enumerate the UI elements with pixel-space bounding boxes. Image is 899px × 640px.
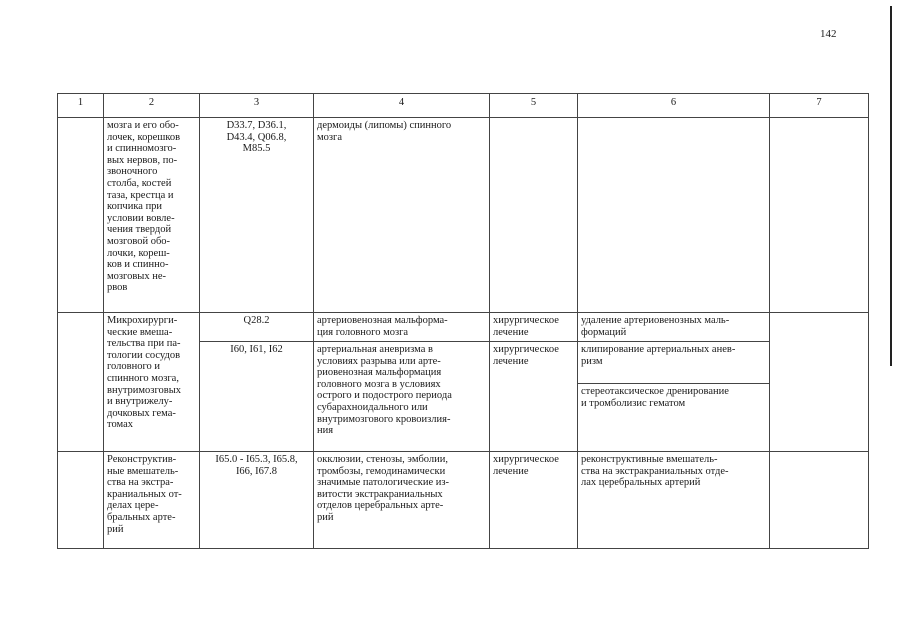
cell-text-line: D43.4, Q06.8, xyxy=(226,131,287,143)
cell-text-line: ства на экстракраниальных отде- xyxy=(581,465,729,477)
cell-text-line: лочек, корешков xyxy=(107,131,181,143)
cell-text-line: и внутрижелу- xyxy=(107,396,173,408)
cell-text-line: хирургическое xyxy=(493,315,559,326)
cell-text-line: Q28.2 xyxy=(243,315,270,326)
column-number-row xyxy=(58,94,869,118)
cell-icd-codes xyxy=(200,313,314,342)
table-row-avm xyxy=(58,313,869,342)
cell-text-line: Микрохирурги- xyxy=(107,315,178,326)
cell-empty xyxy=(770,313,869,452)
cell-text-line: спинного мозга, xyxy=(107,372,179,384)
cell-text-line: хирургическое xyxy=(493,454,559,465)
cell-text-line: условиях разрыва или арте- xyxy=(317,355,441,367)
column-header-1: 1 xyxy=(58,94,104,118)
cell-empty xyxy=(58,118,104,313)
cell-text-line: головного и xyxy=(107,361,161,373)
cell-text-line: ков и спинно- xyxy=(107,259,169,271)
cell-text-line: субарахноидального или xyxy=(317,401,428,413)
cell-text-line: вых нервов, по- xyxy=(107,154,178,166)
cell-text-line: столба, костей xyxy=(107,177,172,189)
cell-text-line: окклюзии, стенозы, эмболии, xyxy=(317,454,449,465)
page-edge-rule xyxy=(890,6,892,366)
cell-intervention-group xyxy=(104,452,200,549)
cell-text-line: ства на экстра- xyxy=(107,477,174,489)
cell-diagnosis xyxy=(314,342,490,452)
cell-text-line: головного мозга в условиях xyxy=(317,378,441,390)
cell-text-line: формаций xyxy=(581,326,627,338)
cell-text-line: внутримозговых xyxy=(107,384,182,396)
cell-treatment-type xyxy=(490,342,578,452)
cell-intervention-group xyxy=(104,313,200,452)
cell-text-line: лочки, кореш- xyxy=(107,247,170,259)
cell-empty xyxy=(578,118,770,313)
cell-empty xyxy=(58,313,104,452)
cell-diagnosis xyxy=(314,313,490,342)
cell-text-line: мозговой обо- xyxy=(107,235,171,247)
column-header-2: 2 xyxy=(104,94,200,118)
cell-method xyxy=(578,342,770,384)
table-row-reconstructive xyxy=(58,452,869,549)
cell-text-line: условии вовле- xyxy=(107,212,175,224)
cell-text-line: таза, крестца и xyxy=(107,189,174,201)
table-row-continuation xyxy=(58,118,869,313)
cell-text-line: тельства при па- xyxy=(107,338,181,350)
cell-method xyxy=(578,384,770,452)
cell-text-line: томах xyxy=(107,419,133,431)
cell-text-line: мозга и его обо- xyxy=(107,120,179,131)
cell-diagnosis xyxy=(314,118,490,313)
cell-text-line: звоночного xyxy=(107,166,158,178)
cell-text-line: M85.5 xyxy=(242,143,271,155)
cell-text-line: ризм xyxy=(581,355,603,367)
cell-text-line: лечение xyxy=(493,465,529,477)
cell-treatment-type xyxy=(490,452,578,549)
cell-method xyxy=(578,452,770,549)
cell-text-line: ные вмешатель- xyxy=(107,465,179,477)
cell-text-line: риовенозная мальформация xyxy=(317,367,442,379)
cell-text-line: удаление артериовенозных маль- xyxy=(581,315,730,326)
cell-text-line: рий xyxy=(107,523,124,535)
cell-text-line: ческие вмеша- xyxy=(107,326,173,338)
cell-text-line: и тромболизис гематом xyxy=(581,397,686,409)
column-header-7: 7 xyxy=(770,94,869,118)
cell-text-line: дермоиды (липомы) спинного xyxy=(317,120,452,131)
cell-text-line: клипирование артериальных анев- xyxy=(581,344,736,355)
cell-text-line: I66, I67.8 xyxy=(235,465,278,477)
cell-text-line: ция головного мозга xyxy=(317,326,409,338)
cell-text-line: тологии сосудов xyxy=(107,349,181,361)
cell-icd-codes xyxy=(200,342,314,452)
cell-text-line: мозговых не- xyxy=(107,270,167,282)
page-number: 142 xyxy=(820,28,837,40)
cell-text-line: ния xyxy=(317,425,334,437)
cell-text-line: дочковых гема- xyxy=(107,407,176,419)
cell-text-line: I60, I61, I62 xyxy=(230,344,283,355)
cell-empty xyxy=(770,118,869,313)
cell-text-line: артериовенозная мальформа- xyxy=(317,315,448,326)
cell-text-line: чения твердой xyxy=(107,224,172,236)
cell-text-line: I65.0 - I65.3, I65.8, xyxy=(215,454,298,465)
cell-text-line: тромбозы, гемодинамически xyxy=(317,465,446,477)
cell-text-line: D33.7, D36.1, xyxy=(226,120,287,131)
cell-text-line: лечение xyxy=(493,355,529,367)
medical-procedures-table xyxy=(57,93,869,549)
cell-text-line: артериальная аневризма в xyxy=(317,344,433,355)
cell-empty xyxy=(770,452,869,549)
cell-text-line: острого и подострого периода xyxy=(317,390,452,402)
cell-text-line: рвов xyxy=(107,282,128,294)
cell-text-line: лечение xyxy=(493,326,529,338)
cell-text-line: рий xyxy=(317,511,334,523)
cell-text-line: мозга xyxy=(317,131,343,143)
cell-text-line: Реконструктив- xyxy=(107,454,177,465)
cell-text-line: делах цере- xyxy=(107,500,159,512)
cell-text-line: хирургическое xyxy=(493,344,559,355)
cell-icd-codes xyxy=(200,452,314,549)
column-header-6: 6 xyxy=(578,94,770,118)
cell-text-line: внутримозгового кровоизлия- xyxy=(317,413,451,425)
cell-text-line: копчика при xyxy=(107,201,163,213)
cell-empty xyxy=(58,452,104,549)
column-header-5: 5 xyxy=(490,94,578,118)
column-header-4: 4 xyxy=(314,94,490,118)
cell-text-line: бральных арте- xyxy=(107,511,176,523)
cell-text-line: значимые патологические из- xyxy=(317,477,450,489)
cell-diagnosis xyxy=(314,452,490,549)
cell-treatment-type xyxy=(490,313,578,342)
cell-localization xyxy=(104,118,200,313)
cell-empty xyxy=(490,118,578,313)
cell-text-line: лах церебральных артерий xyxy=(581,477,701,489)
cell-method xyxy=(578,313,770,342)
cell-text-line: витости экстракраниальных xyxy=(317,488,443,500)
cell-text-line: краниальных от- xyxy=(107,488,182,500)
cell-icd-codes xyxy=(200,118,314,313)
cell-text-line: реконструктивные вмешатель- xyxy=(581,454,718,465)
cell-text-line: отделов церебральных арте- xyxy=(317,500,444,512)
cell-text-line: и спинномозго- xyxy=(107,143,177,155)
column-header-3: 3 xyxy=(200,94,314,118)
cell-text-line: стереотаксическое дренирование xyxy=(581,386,729,397)
